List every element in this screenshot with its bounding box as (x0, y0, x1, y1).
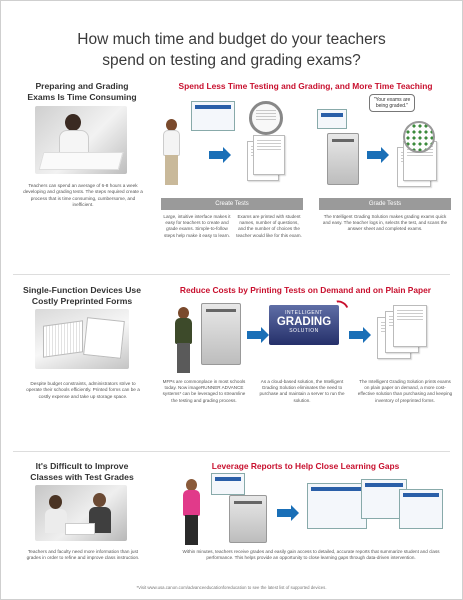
section3-left-body: Teachers and faculty need more information than just grades in order to refine and improve class instruction. (26, 549, 140, 561)
report-screen-icon (211, 473, 245, 495)
intelligent-grading-logo (269, 305, 339, 345)
mfp-printer-icon (201, 303, 241, 365)
grade-tests-tab: Grade Tests (319, 198, 451, 210)
headline-line-1: How much time and budget do your teachers (77, 31, 386, 48)
footnote: *Visit www.usa.canon.com/advanceeducationforeducation to see the latest list of supported devices. (136, 585, 327, 590)
magnifier-icon (249, 101, 283, 135)
section2-left-body: Despite budget constraints, administrators strive to operate their schools efficiently. Printed forms can be a costly expense and take up storage space. (26, 381, 140, 399)
mfp-printer-icon (327, 133, 359, 185)
create-tests-tab: Create Tests (161, 198, 303, 210)
logo-line-3: SOLUTION (289, 328, 319, 334)
grade-screen-icon (317, 109, 347, 129)
grading-speech-bubble: "Your exams are being graded." (369, 94, 415, 112)
mfp-printer-icon (229, 495, 267, 543)
teachers-meeting-photo (35, 485, 127, 541)
section1-left-title: Preparing and Grading Exams Is Time Consuming (27, 81, 137, 102)
preprinted-forms-photo (35, 309, 129, 369)
arrow-right-icon (209, 151, 224, 159)
class-report-icon (307, 483, 367, 529)
create-screen-icon (191, 101, 235, 131)
section2-text-1: MFPs are commonplace in most schools today. Now imageRUNNER ADVANCE systems* can be leveraged to streamline the testing and grading process. (162, 379, 246, 403)
section-divider (13, 451, 450, 452)
section1-left-body: Teachers can spend an average of 6-8 hours a week developing and grading tests. The steps required create a process that is time consuming, cumbersome, and inefficient. (23, 183, 143, 208)
arrow-right-icon (247, 331, 262, 339)
grade-tests-text: The Intelligent Grading Solution makes grading exams quick and easy. The teacher logs in, selects the test, and scans the answer sheet and completed exams. (322, 214, 448, 232)
teacher-figure (159, 119, 183, 187)
printed-exam-icon (253, 135, 285, 175)
section1-right-title: Spend Less Time Testing and Grading, and More Time Teaching (178, 81, 433, 91)
plain-paper-exam-icon (393, 305, 427, 347)
section2-text-2: As a cloud-based solution, the Intelligent Grading Solution eliminates the need to purchase and maintain a server to run the solution. (259, 379, 345, 403)
create-tests-text-2: Exams are printed with student names, number of questions, and the number of choices the teacher would like for this exam. (236, 214, 302, 238)
section2-right-title: Reduce Costs by Printing Tests on Demand and on Plain Paper (179, 285, 432, 295)
answer-bubbles-magnifier-icon (403, 121, 435, 153)
page-headline (11, 29, 452, 71)
logo-line-1: INTELLIGENT (285, 310, 323, 316)
administrator-figure (171, 307, 195, 375)
teacher-grading-photo (35, 106, 127, 174)
section3-left-title: It's Difficult to Improve Classes with Test Grades (30, 461, 134, 482)
section2-text-3: The Intelligent Grading Solution prints exams on plain paper on demand, a more cost-effective solution than purchasing and keeping inventory of preprinted forms. (357, 379, 453, 403)
arrow-right-icon (349, 331, 364, 339)
section3-right-title: Leverage Reports to Help Close Learning Gaps (211, 461, 400, 471)
logo-line-2: GRADING (276, 316, 332, 328)
section3-text: Within minutes, teachers receive grades and easily gain access to detailed, accurate reports that summarize student and class performance. This helps provide an opportunity to close learning gaps through data-driven intervention. (182, 549, 440, 561)
arrow-right-icon (367, 151, 382, 159)
section-divider (13, 274, 450, 275)
teacher-figure (179, 479, 203, 547)
section2-left-title: Single-Function Devices Use Costly Preprinted Forms (23, 285, 141, 306)
headline-line-2: spend on testing and grading exams? (102, 52, 361, 69)
arrow-right-icon (277, 509, 292, 517)
create-tests-text-1: Large, intuitive interface makes it easy for teachers to create and grade exams. Simple-to-follow steps help make it easy to learn. (163, 214, 231, 238)
performance-report-icon (399, 489, 443, 529)
